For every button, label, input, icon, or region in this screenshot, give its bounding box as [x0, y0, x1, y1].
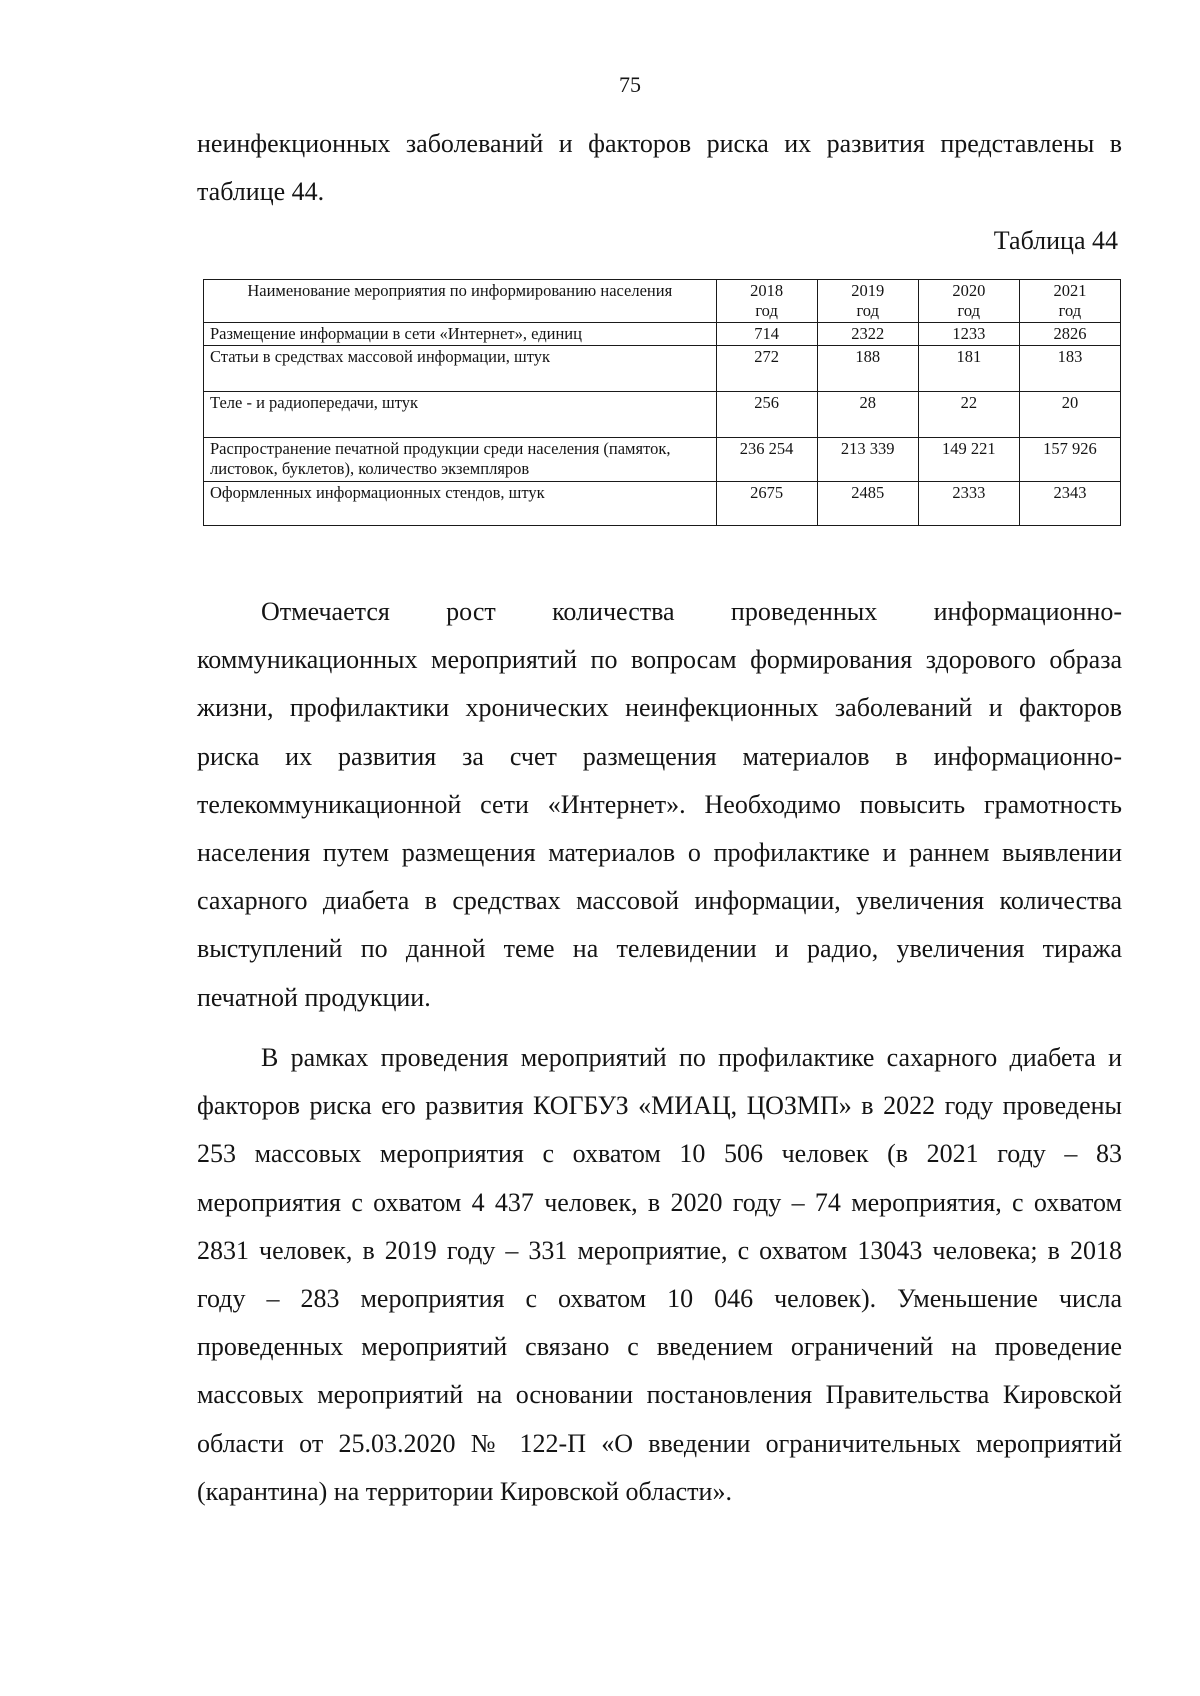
value-cell: 213 339 — [817, 438, 918, 482]
data-table — [203, 279, 1121, 526]
row-name-cell: Оформленных информационных стендов, штук — [204, 482, 717, 526]
header-year-unit: год — [856, 301, 879, 320]
value-cell: 236 254 — [716, 438, 817, 482]
table-caption: Таблица 44 — [993, 226, 1118, 255]
value-cell: 2333 — [918, 482, 1019, 526]
value-cell: 28 — [817, 392, 918, 438]
table-header-row — [204, 280, 1121, 323]
page-number: 75 — [619, 72, 641, 97]
value-cell: 181 — [918, 346, 1019, 392]
row-name-cell: Статьи в средствах массовой информации, штук — [204, 346, 717, 392]
header-year-value: 2019 — [851, 281, 885, 300]
header-year-value: 2018 — [750, 281, 784, 300]
table-row — [204, 438, 1121, 482]
intro-text: неинфекционных заболеваний и факторов риска их развития представлены в таблице 44. — [197, 129, 1122, 206]
row-name-cell: Размещение информации в сети «Интернет», единиц — [204, 323, 717, 346]
value-cell: 2343 — [1019, 482, 1120, 526]
body-paragraph: В рамках проведения мероприятий по профилактике сахарного диабета и факторов риска его развития КОГБУЗ «МИАЦ, ЦОЗМП» в 2022 году проведены 253 массовых мероприятия с охватом 10 506 человек (в 2021 году – 83 мероприятия с охватом 4 437 человек, в 2020 году – 74 мероприятия, с охватом 2831 человек, в 2019 году – 331 мероприятие, с охватом 13043 человека; в 2018 году – 283 мероприятия с охватом 10 046 человек). Уменьшение числа проведенных мероприятий связано с введением ограничений на проведение массовых мероприятий на основании постановления Правительства Кировской области от 25.03.2020 № 122-П «О введении ограничительных мероприятий (карантина) на территории Кировской области». — [197, 1043, 1122, 1506]
header-year-unit: год — [957, 301, 981, 320]
value-cell: 149 221 — [918, 438, 1019, 482]
value-cell: 2826 — [1019, 323, 1120, 346]
value-cell: 256 — [716, 392, 817, 438]
header-year-value: 2020 — [952, 281, 986, 300]
value-cell: 20 — [1019, 392, 1120, 438]
value-cell: 714 — [716, 323, 817, 346]
row-name-cell: Распространение печатной продукции среди населения (памяток, листовок, буклетов), количество экземпляров — [204, 438, 717, 482]
value-cell: 2485 — [817, 482, 918, 526]
column-header-name: Наименование мероприятия по информированию населения — [204, 280, 717, 323]
value-cell: 272 — [716, 346, 817, 392]
column-header-year — [918, 280, 1019, 323]
header-year-value: 2021 — [1053, 281, 1087, 300]
table-row — [204, 392, 1121, 438]
value-cell: 183 — [1019, 346, 1120, 392]
header-year-unit: год — [1058, 301, 1082, 320]
value-cell: 188 — [817, 346, 918, 392]
table-row — [204, 482, 1121, 526]
table-row — [204, 346, 1121, 392]
column-header-year — [817, 280, 918, 323]
table-row — [204, 323, 1121, 346]
column-header-year — [1019, 280, 1120, 323]
value-cell: 1233 — [918, 323, 1019, 346]
value-cell: 2322 — [817, 323, 918, 346]
column-header-year — [716, 280, 817, 323]
body-paragraph: Отмечается рост количества проведенных информационно-коммуникационных мероприятий по вопросам формирования здорового образа жизни, профилактики хронических неинфекционных заболеваний и факторов риска их развития за счет размещения материалов в информационно-телекоммуникационной сети «Интернет». Необходимо повысить грамотность населения путем размещения материалов о профилактике и раннем выявлении сахарного диабета в средствах массовой информации, увеличения количества выступлений по данной теме на телевидении и радио, увеличения тиража печатной продукции. — [197, 597, 1122, 1012]
value-cell: 2675 — [716, 482, 817, 526]
value-cell: 157 926 — [1019, 438, 1120, 482]
value-cell: 22 — [918, 392, 1019, 438]
header-year-unit: год — [755, 301, 778, 320]
row-name-cell: Теле - и радиопередачи, штук — [204, 392, 717, 438]
